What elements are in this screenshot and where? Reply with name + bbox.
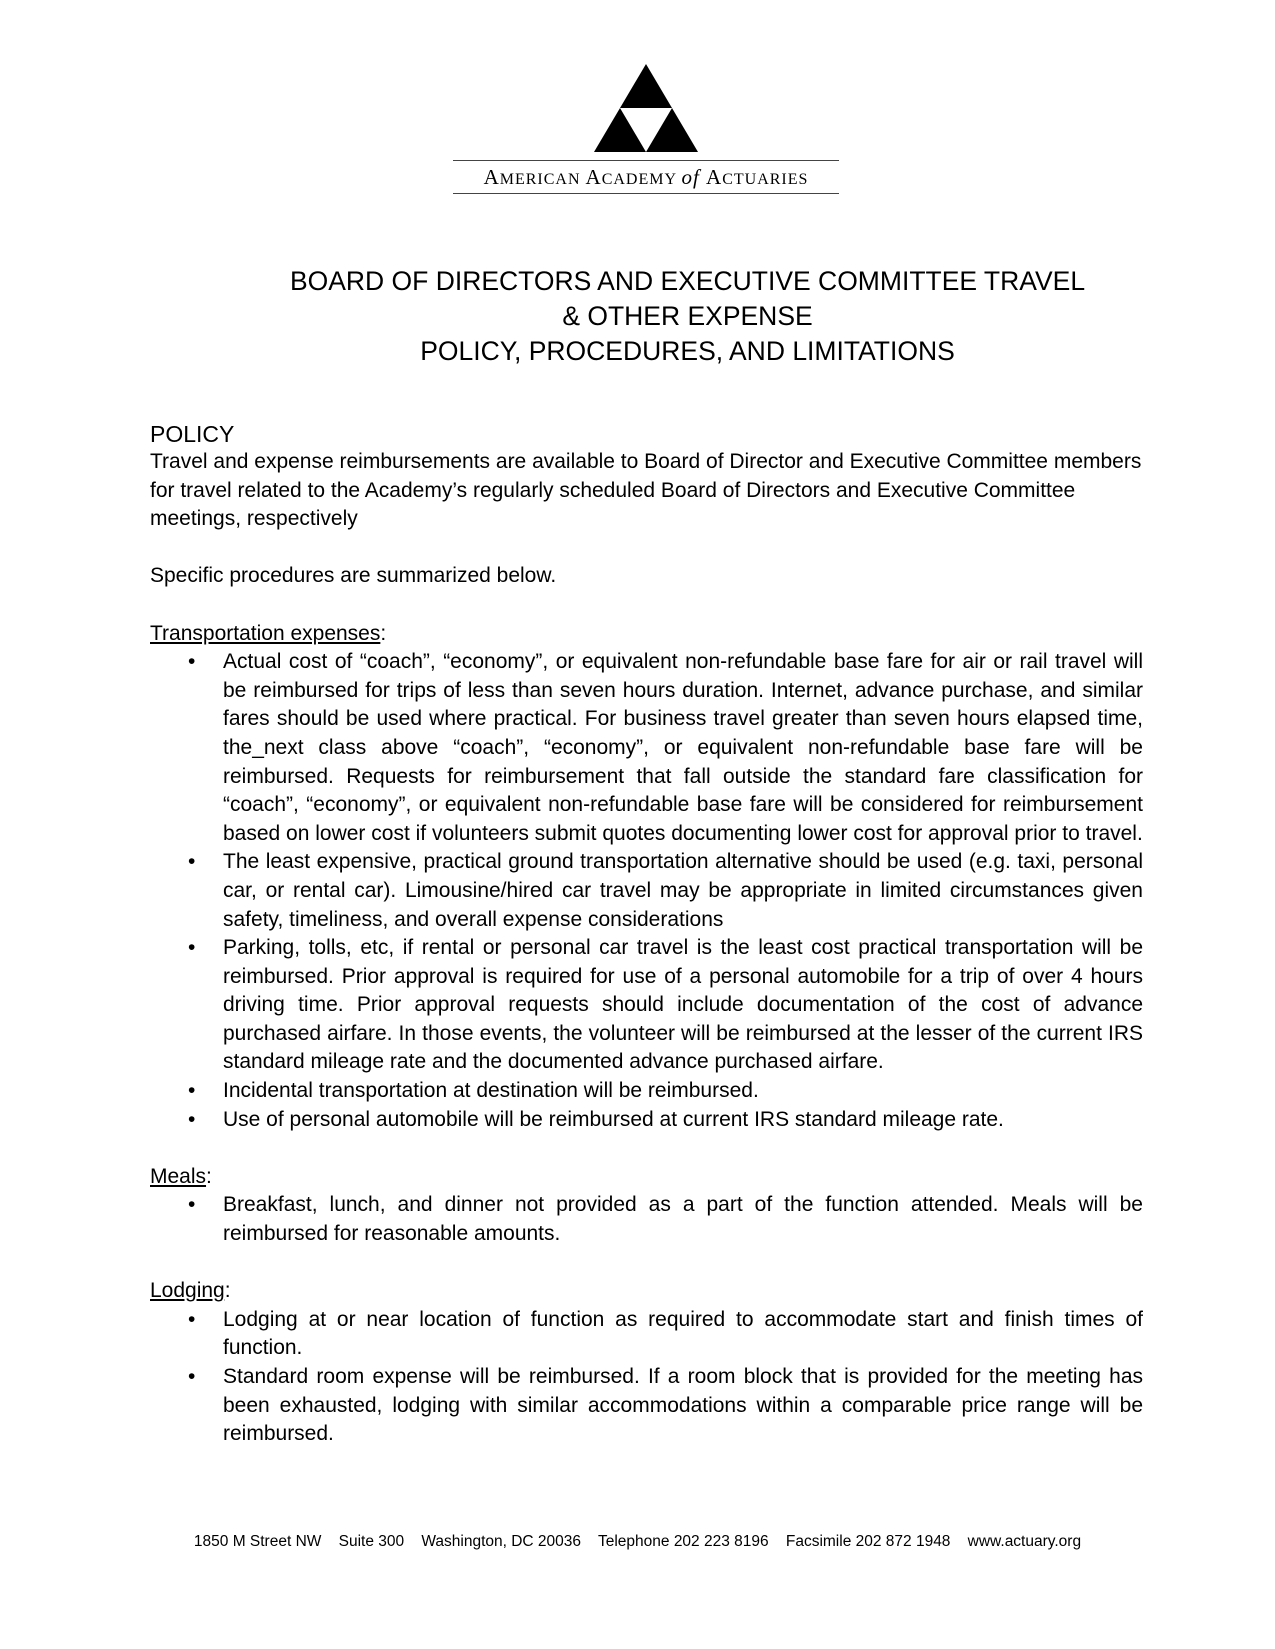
footer-contact: 1850 M Street NW Suite 300 Washington, DC 20036 Telephone 202 223 8196 Facsimile 202 872 1948 www.actuary.org [193, 1533, 1082, 1550]
list-item: • Parking, tolls, etc, if rental or personal car travel is the least cost practical transportation will be reimbursed. Prior approval is required for use of a personal automobile for a trip of over 4 hours driving time. Prior approval requests should include documentation of the cost of advance purchased airfare. In those events, the volunteer will be reimbursed at the lesser of the current IRS standard mileage rate and the documented advance purchased airfare. [188, 936, 1143, 1074]
title-line-1: BOARD OF DIRECTORS AND EXECUTIVE COMMITTEE TRAVEL [289, 266, 1086, 296]
bullet-icon: • [188, 1193, 196, 1217]
list-item: • Incidental transportation at destination will be reimbursed. [150, 1077, 1143, 1106]
meals-heading: Meals: [150, 1164, 212, 1188]
bullet-icon: • [188, 1107, 196, 1131]
list-item: • The least expensive, practical ground transportation alternative should be used (e.g. taxi, personal car, or rental car). Limousine/hired car travel may be appropriate in limited circumstances given safety, timeliness, and overall expense considerations [188, 850, 1143, 931]
policy-heading: POLICY [150, 421, 235, 447]
list-item: • Use of personal automobile will be reimbursed at current IRS standard mileage rate. [150, 1106, 1143, 1135]
transportation-heading: Transportation expenses: [150, 621, 387, 645]
lodging-list [150, 1306, 1143, 1449]
document-title [150, 264, 1225, 369]
title-line-3: POLICY, PROCEDURES, AND LIMITATIONS [420, 336, 955, 366]
policy-intro: Travel and expense reimbursements are available to Board of Director and Executive Committee members for travel related to the Academy’s regularly scheduled Board of Directors and Executive Committee meetings, respectively [150, 450, 1142, 531]
list-item: • Lodging at or near location of function as required to accommodate start and finish times of function. [188, 1307, 1143, 1360]
list-item: • Standard room expense will be reimbursed. If a room block that is provided for the meeting has been exhausted, lodging with similar accommodations within a comparable price range will be reimbursed. [188, 1365, 1143, 1446]
bullet-icon: • [188, 650, 196, 674]
transportation-list [150, 648, 1143, 1134]
list-item: • Breakfast, lunch, and dinner not provided as a part of the function attended. Meals will be reimbursed for reasonable amounts. [188, 1193, 1143, 1246]
bullet-icon: • [188, 850, 196, 874]
logo-wordmark: AMERICAN ACADEMY of ACTUARIES [483, 165, 809, 189]
list-item: • Actual cost of “coach”, “economy”, or equivalent non-refundable base fare for air or rail travel will be reimbursed for trips of less than seven hours duration. Internet, advance purchase, and similar fares should be used where practical. For business travel greater than seven hours elapsed time, the_next class above “coach”, “economy”, or equivalent non-refundable base fare will be reimbursed. Requests for reimbursement that fall outside the standard fare classification for “coach”, “economy”, or equivalent non-refundable base fare will be considered for reimbursement based on lower cost if volunteers submit quotes documenting lower cost for approval prior to travel. [188, 650, 1143, 845]
logo-bottom-rule [453, 193, 839, 194]
document-body [150, 420, 1143, 1449]
policy-summary: Specific procedures are summarized below. [150, 564, 557, 588]
bullet-icon: • [188, 1079, 196, 1103]
title-line-2: & OTHER EXPENSE [562, 301, 813, 331]
meals-list [150, 1191, 1143, 1248]
lodging-heading: Lodging: [150, 1279, 231, 1303]
bullet-icon: • [188, 1307, 196, 1331]
triforce-triangle-icon [594, 64, 698, 152]
organization-logo [453, 64, 839, 194]
bullet-icon: • [188, 936, 196, 960]
bullet-icon: • [188, 1365, 196, 1388]
